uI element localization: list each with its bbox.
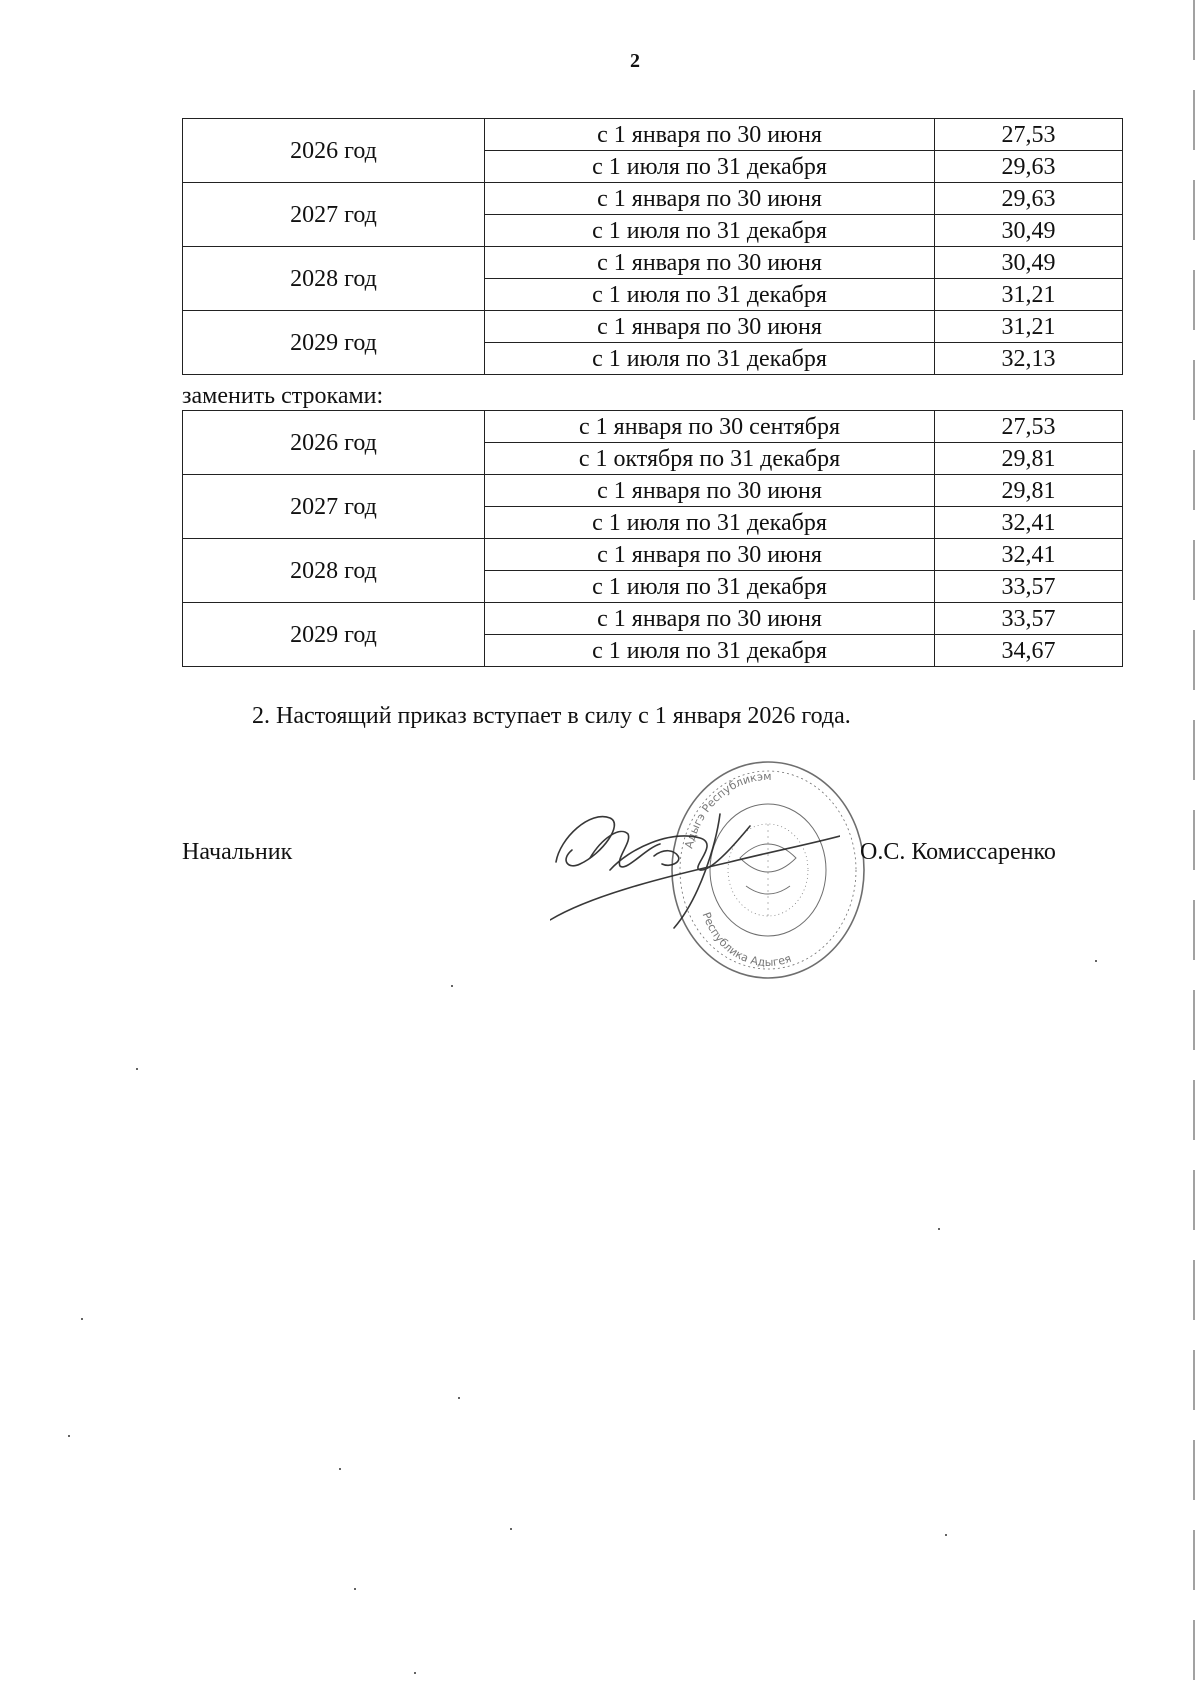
- table-row: [183, 411, 1123, 443]
- value-cell: 32,41: [935, 539, 1123, 571]
- value-cell: 33,57: [935, 571, 1123, 603]
- scan-speck: [81, 1318, 83, 1320]
- year-cell: 2028 год: [183, 247, 485, 311]
- scan-speck: [136, 1068, 138, 1070]
- period-cell: с 1 января по 30 июня: [485, 539, 935, 571]
- year-cell: 2028 год: [183, 539, 485, 603]
- period-cell: с 1 октября по 31 декабря: [485, 443, 935, 475]
- signer-name: О.С. Комиссаренко: [860, 839, 1056, 865]
- period-cell: с 1 июля по 31 декабря: [485, 343, 935, 375]
- scan-speck: [414, 1672, 416, 1674]
- table-row: [183, 475, 1123, 507]
- period-cell: с 1 января по 30 сентября: [485, 411, 935, 443]
- value-cell: 29,81: [935, 475, 1123, 507]
- scan-speck: [339, 1468, 341, 1470]
- value-cell: 32,13: [935, 343, 1123, 375]
- value-cell: 34,67: [935, 635, 1123, 667]
- scan-speck: [1095, 960, 1097, 962]
- period-cell: с 1 января по 30 июня: [485, 183, 935, 215]
- scan-speck: [354, 1588, 356, 1590]
- year-cell: 2027 год: [183, 475, 485, 539]
- year-cell: 2027 год: [183, 183, 485, 247]
- new-rates-table: [182, 410, 1123, 667]
- table-row: [183, 247, 1123, 279]
- value-cell: 30,49: [935, 247, 1123, 279]
- value-cell: 30,49: [935, 215, 1123, 247]
- old-rates-table: [182, 118, 1123, 375]
- seal-text-bottom: Республика Адыгея: [699, 910, 793, 970]
- period-cell: с 1 июля по 31 декабря: [485, 215, 935, 247]
- value-cell: 27,53: [935, 411, 1123, 443]
- year-cell: 2026 год: [183, 119, 485, 183]
- year-cell: 2029 год: [183, 603, 485, 667]
- scan-speck: [451, 985, 453, 987]
- signer-position: Начальник: [182, 839, 293, 865]
- period-cell: с 1 июля по 31 декабря: [485, 151, 935, 183]
- period-cell: с 1 июля по 31 декабря: [485, 507, 935, 539]
- handwritten-signature: [550, 808, 840, 938]
- table-row: [183, 539, 1123, 571]
- value-cell: 27,53: [935, 119, 1123, 151]
- page-number: 2: [630, 50, 640, 72]
- scan-speck: [510, 1528, 512, 1530]
- period-cell: с 1 июля по 31 декабря: [485, 635, 935, 667]
- value-cell: 29,63: [935, 151, 1123, 183]
- table-row: [183, 603, 1123, 635]
- scan-speck: [938, 1228, 940, 1230]
- year-cell: 2026 год: [183, 411, 485, 475]
- seal-text-top: Адыгэ Республикэм: [682, 769, 772, 850]
- value-cell: 32,41: [935, 507, 1123, 539]
- year-cell: 2029 год: [183, 311, 485, 375]
- scan-speck: [458, 1397, 460, 1399]
- period-cell: с 1 января по 30 июня: [485, 311, 935, 343]
- period-cell: с 1 июля по 31 декабря: [485, 571, 935, 603]
- period-cell: с 1 января по 30 июня: [485, 475, 935, 507]
- period-cell: с 1 января по 30 июня: [485, 603, 935, 635]
- table-row: [183, 119, 1123, 151]
- scan-speck: [945, 1534, 947, 1536]
- table-row: [183, 183, 1123, 215]
- value-cell: 31,21: [935, 311, 1123, 343]
- replace-label: заменить строками:: [182, 383, 384, 409]
- value-cell: 31,21: [935, 279, 1123, 311]
- value-cell: 29,63: [935, 183, 1123, 215]
- period-cell: с 1 января по 30 июня: [485, 247, 935, 279]
- scan-edge-line: [1193, 0, 1195, 1691]
- period-cell: с 1 января по 30 июня: [485, 119, 935, 151]
- value-cell: 33,57: [935, 603, 1123, 635]
- value-cell: 29,81: [935, 443, 1123, 475]
- scan-speck: [68, 1435, 70, 1437]
- table-row: [183, 311, 1123, 343]
- clause-2: 2. Настоящий приказ вступает в силу с 1 января 2026 года.: [252, 703, 851, 729]
- period-cell: с 1 июля по 31 декабря: [485, 279, 935, 311]
